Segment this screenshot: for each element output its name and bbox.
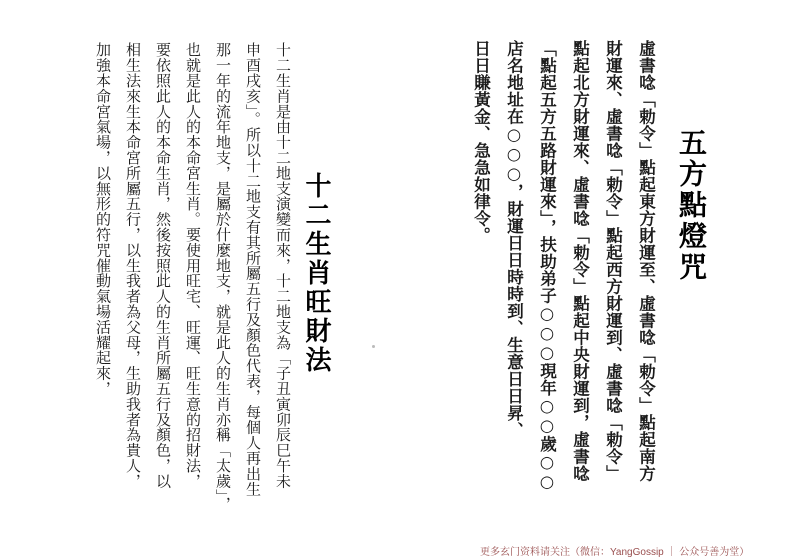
right-section-column-1: 虛書唸「勅令」點起東方財運至、虛書唸「勅令」點起南方	[636, 40, 656, 482]
right-section-column-2: 財運來、虛書唸「勅令」點起西方財運到、虛書唸「勅令」	[603, 40, 623, 482]
scan-speck	[372, 345, 375, 348]
left-section-title: 十二生肖旺財法	[301, 172, 331, 375]
left-section-column-1: 十二生肖是由十二地支演變而來，十二地支為「子丑寅卯辰巳午未	[274, 42, 292, 489]
footer-watermark: 更多玄门资料请关注（微信：YangGossip ｜ 公众号善为堂）	[480, 547, 750, 557]
right-section-column-3: 點起北方財運來、虛書唸「勅令」點起中央財運到，虛書唸	[570, 40, 590, 482]
left-section-column-5: 要依照此人的本命生肖，然後按照此人的生肖所屬五行及顏色，以	[154, 42, 172, 489]
left-section-column-3: 那一年的流年地支，是屬於什麼地支，就是此人的生肖亦稱「太歲」，	[214, 42, 232, 512]
right-section-column-4: 「點起五方五路財運來」，扶助弟子○○○現年○○歲○○	[537, 40, 557, 492]
right-section-column-6: 日日賺黃金、急急如律令。	[471, 40, 491, 244]
left-section-column-2: 申酉戌亥」。所以十二地支有其所屬五行及顏色代表，每個人再出生	[244, 42, 262, 497]
left-section-column-6: 相生法來生本命宮所屬五行，以生我者為父母，生助我者為貴人，	[124, 42, 142, 489]
left-section-column-4: 也就是此人的本命宮生肖。要使用旺宅、旺運、旺生意的招財法，	[184, 42, 202, 489]
left-section-column-7: 加強本命宮氣場，以無形的符咒催動氣場活耀起來，	[94, 42, 112, 397]
right-section-title: 五方點燈咒	[675, 128, 708, 283]
right-section-column-5: 店名地址在○○○，財運日日時時到、生意日日昇、	[504, 40, 524, 439]
